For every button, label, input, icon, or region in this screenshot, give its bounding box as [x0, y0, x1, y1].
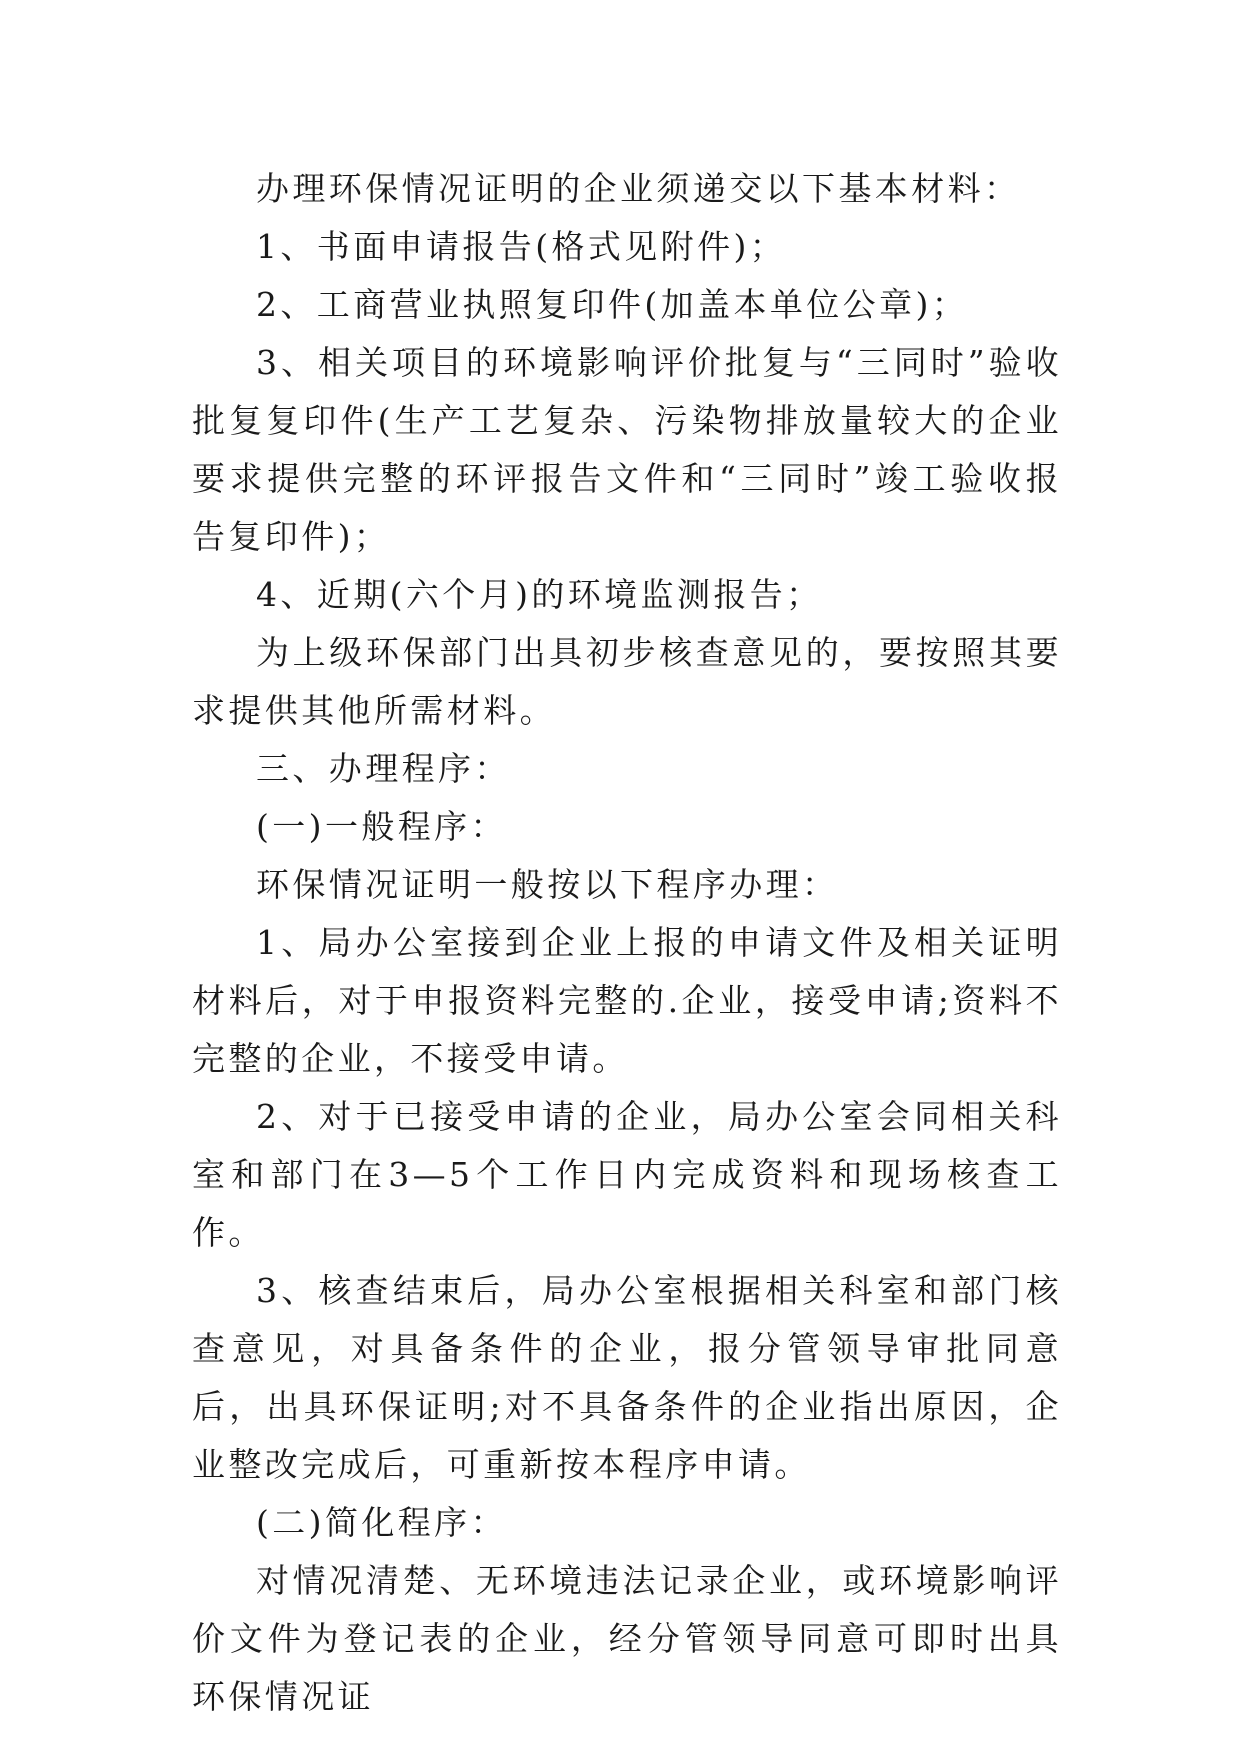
section-heading-procedure: 三、办理程序：: [256, 749, 511, 788]
paragraph-step-1: 1、局办公室接到企业上报的申请文件及相关证明材料后，对于申报资料完整的.企业，接受申请;资料不完整的企业，不接受申请。: [192, 923, 1062, 1078]
paragraph-item-4: 4、近期(六个月)的环境监测报告；: [256, 575, 823, 614]
subheading-general-procedure: (一)一般程序：: [256, 807, 507, 846]
paragraph-general-intro: 环保情况证明一般按以下程序办理：: [256, 865, 839, 904]
paragraph-step-2: 2、对于已接受申请的企业，局办公室会同相关科室和部门在3—5个工作日内完成资料和现场核查工作。: [192, 1097, 1062, 1252]
paragraph-materials-intro: 办理环保情况证明的企业须递交以下基本材料：: [256, 169, 1021, 208]
document-body: [192, 160, 1062, 1726]
paragraph-other-materials: 为上级环保部门出具初步核查意见的，要按照其要求提供其他所需材料。: [192, 633, 1062, 730]
paragraph-item-3: 3、相关项目的环境影响评价批复与“三同时”验收批复复印件(生产工艺复杂、污染物排放量较大的企业要求提供完整的环评报告文件和“三同时”竣工验收报告复印件)；: [192, 343, 1062, 556]
paragraph-step-3: 3、核查结束后，局办公室根据相关科室和部门核查意见，对具备条件的企业，报分管领导审批同意后，出具环保证明;对不具备条件的企业指出原因，企业整改完成后，可重新按本程序申请。: [192, 1271, 1062, 1484]
paragraph-simplified-body: 对情况清楚、无环境违法记录企业，或环境影响评价文件为登记表的企业，经分管领导同意可即时出具环保情况证: [192, 1561, 1062, 1716]
paragraph-item-1: 1、书面申请报告(格式见附件)；: [256, 227, 787, 266]
subheading-simplified-procedure: (二)简化程序：: [256, 1503, 507, 1542]
paragraph-item-2: 2、工商营业执照复印件(加盖本单位公章)；: [256, 285, 969, 324]
